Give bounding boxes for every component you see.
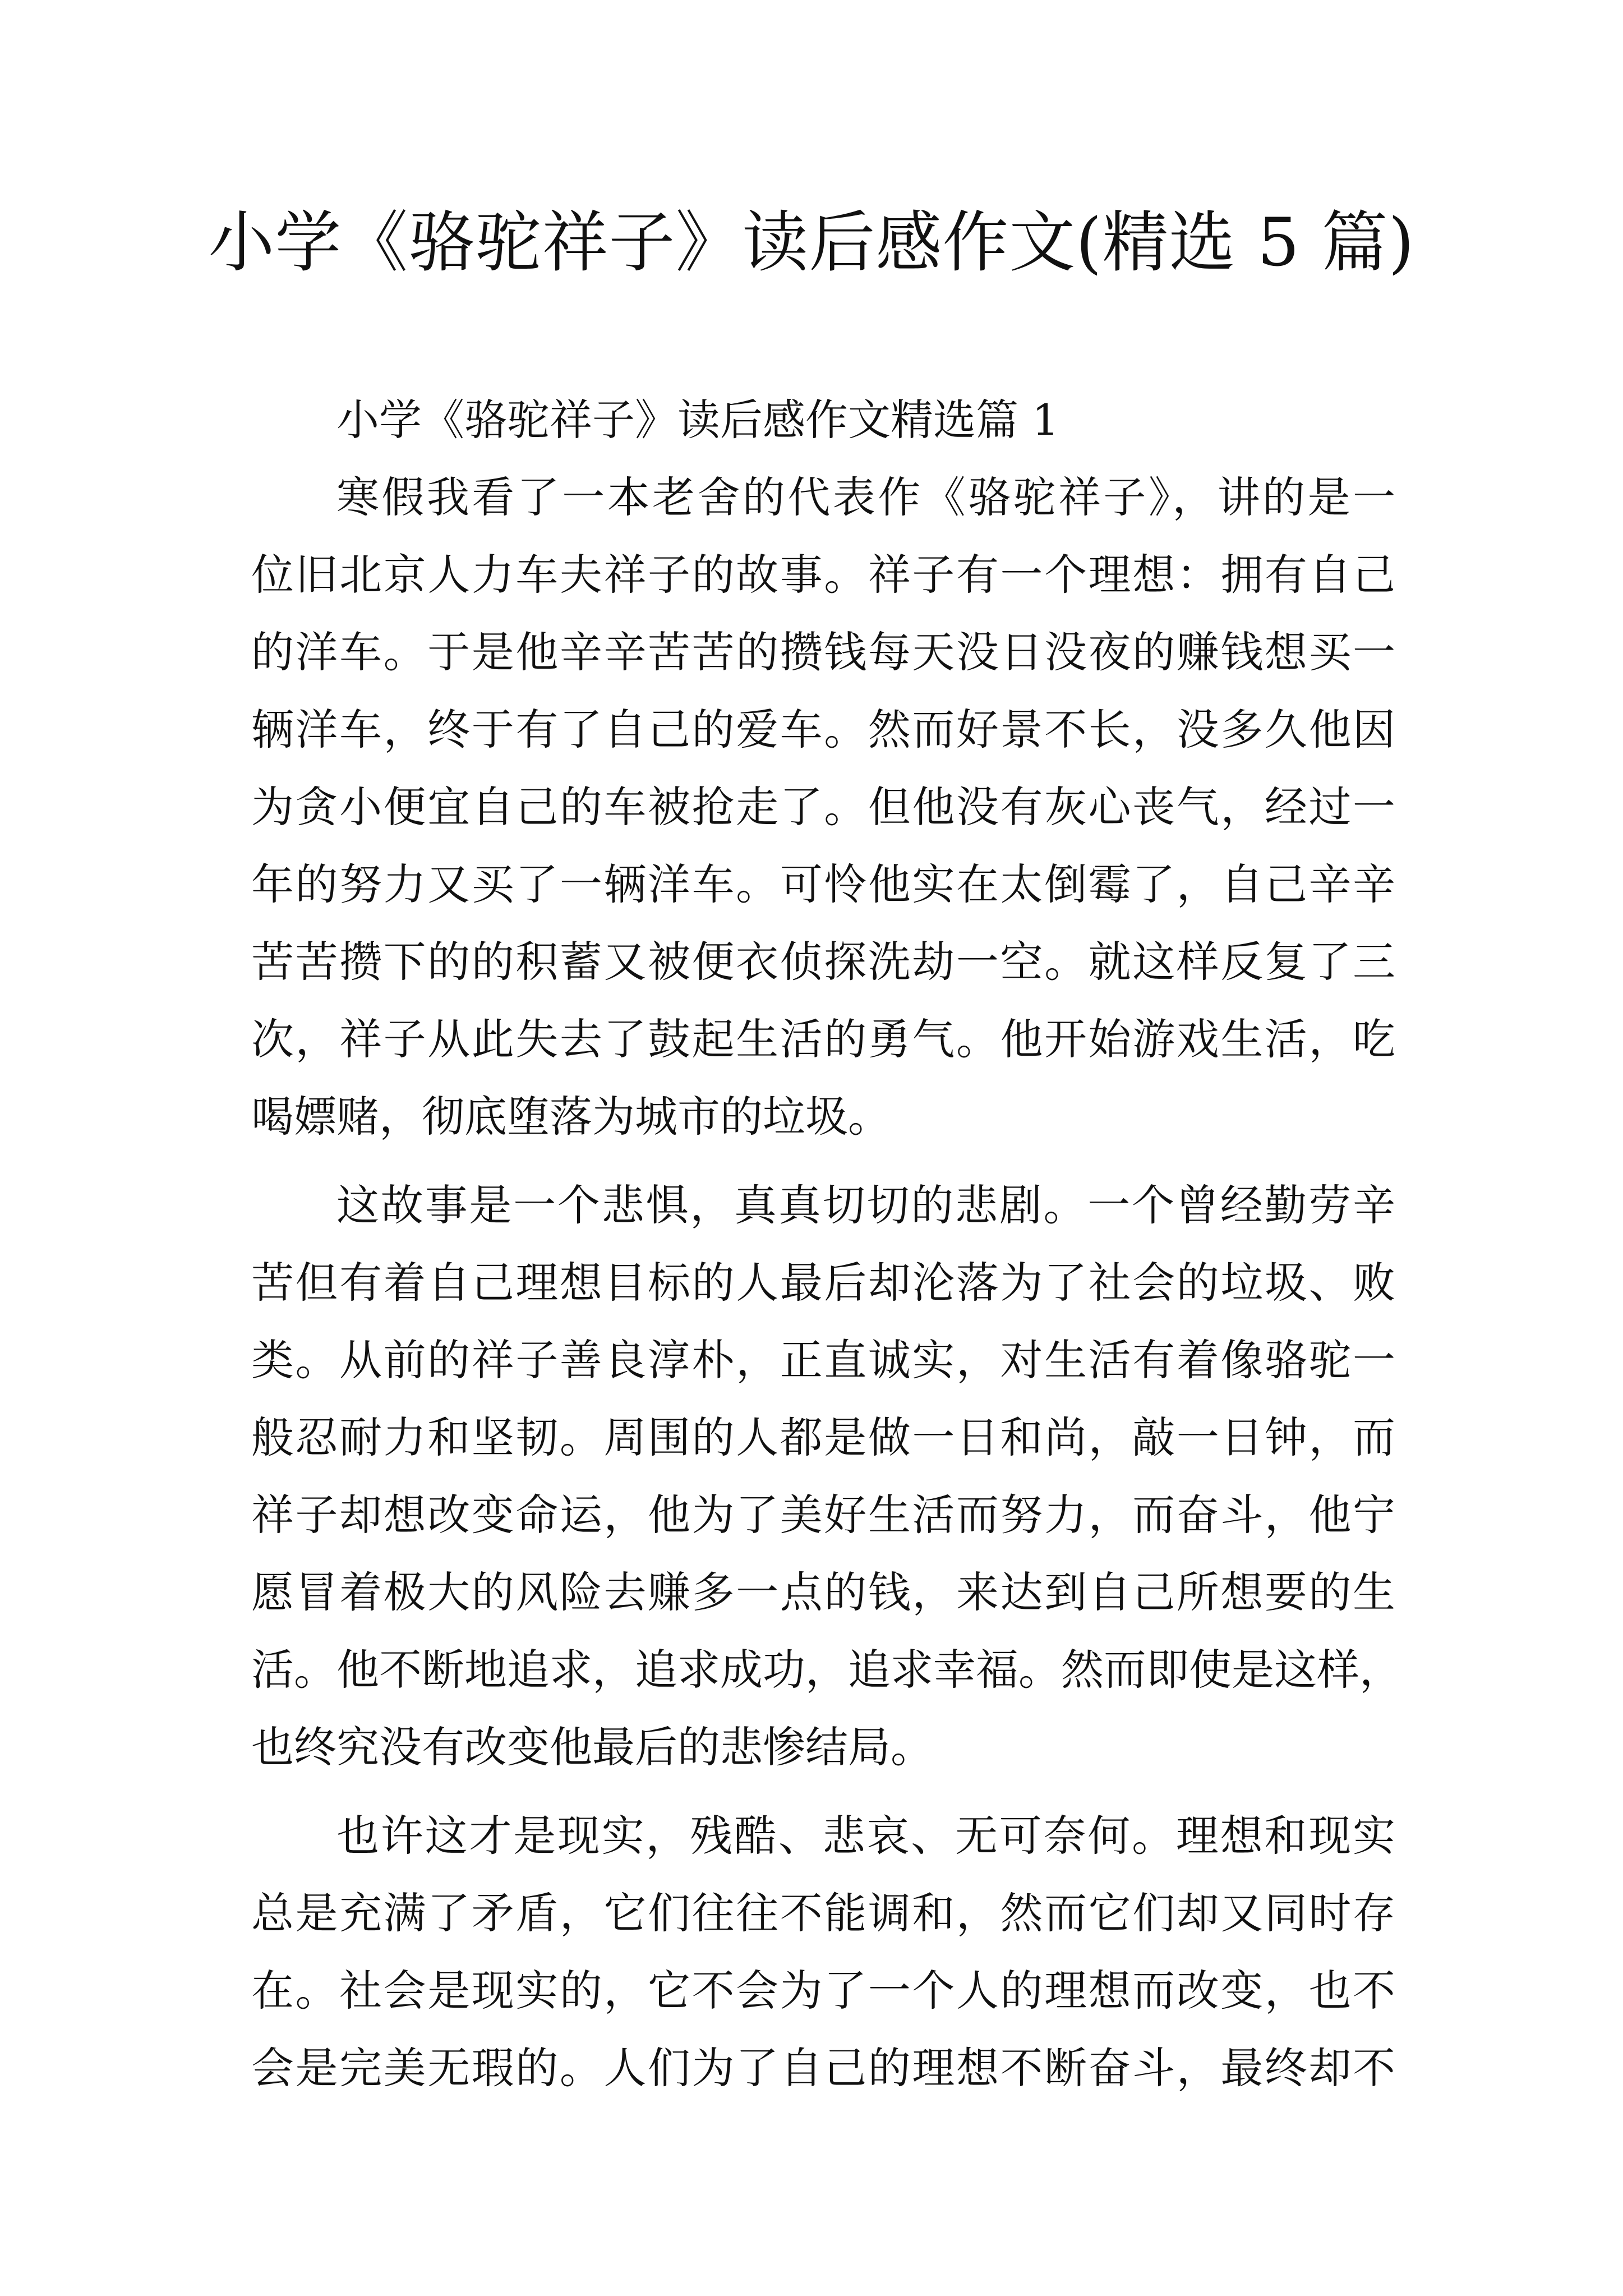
paragraph-line: 在。社会是现实的，它不会为了一个人的理想而改变，也不 — [251, 1966, 1395, 2016]
paragraph — [251, 1167, 1402, 1786]
paragraph-line: 苦苦攒下的的积蓄又被便衣侦探洗劫一空。就这样反复了三 — [251, 937, 1395, 987]
paragraph-line: 次，祥子从此失去了鼓起生活的勇气。他开始游戏生活，吃 — [251, 1014, 1395, 1064]
document-title: 小学《骆驼祥子》读后感作文(精选 5 篇) — [208, 204, 1415, 281]
paragraph-line: 寒假我看了一本老舍的代表作《骆驼祥子》，讲的是一 — [336, 472, 1395, 522]
paragraph-line: 总是充满了矛盾，它们往往不能调和，然而它们却又同时存 — [251, 1888, 1395, 1938]
paragraph-line: 为贪小便宜自己的车被抢走了。但他没有灰心丧气，经过一 — [251, 782, 1395, 832]
paragraph-line: 类。从前的祥子善良淳朴，正直诚实，对生活有着像骆驼一 — [251, 1335, 1395, 1385]
paragraph-line: 辆洋车，终于有了自己的爱车。然而好景不长，没多久他因 — [251, 705, 1395, 754]
paragraph-line: 年的努力又买了一辆洋车。可怜他实在太倒霉了，自己辛辛 — [251, 859, 1395, 909]
paragraph-line: 愿冒着极大的风险去赚多一点的钱，来达到自己所想要的生 — [251, 1567, 1395, 1617]
paragraph-line: 般忍耐力和坚韧。周围的人都是做一日和尚，敲一日钟，而 — [251, 1412, 1395, 1462]
paragraph — [251, 459, 1395, 1156]
paragraph-line: 的洋车。于是他辛辛苦苦的攒钱每天没日没夜的赚钱想买一 — [251, 627, 1395, 677]
document-body — [251, 381, 1402, 2107]
paragraph-gap — [251, 1156, 1395, 1167]
paragraph-gap — [251, 1786, 1395, 1797]
paragraph-line: 会是完美无瑕的。人们为了自己的理想不断奋斗，最终却不 — [251, 2043, 1395, 2093]
paragraph-line: 位旧北京人力车夫祥子的故事。祥子有一个理想：拥有自己 — [251, 550, 1395, 600]
paragraph-line: 祥子却想改变命运，他为了美好生活而努力，而奋斗，他宁 — [251, 1490, 1395, 1540]
section-subheading: 小学《骆驼祥子》读后感作文精选篇 1 — [336, 395, 1059, 445]
paragraph-list — [251, 459, 1402, 2107]
paragraph-line: 喝嫖赌，彻底堕落为城市的垃圾。 — [251, 1092, 891, 1142]
paragraph — [251, 1797, 1395, 2107]
paragraph-line: 也终究没有改变他最后的悲惨结局。 — [251, 1722, 933, 1772]
paragraph-line: 活。他不断地追求，追求成功，追求幸福。然而即使是这样， — [251, 1645, 1402, 1695]
paragraph-line: 苦但有着自己理想目标的人最后却沦落为了社会的垃圾、败 — [251, 1258, 1395, 1308]
paragraph-line: 也许这才是现实，残酷、悲哀、无可奈何。理想和现实 — [336, 1811, 1395, 1861]
paragraph-line: 这故事是一个悲惧，真真切切的悲剧。一个曾经勤劳辛 — [336, 1180, 1395, 1230]
